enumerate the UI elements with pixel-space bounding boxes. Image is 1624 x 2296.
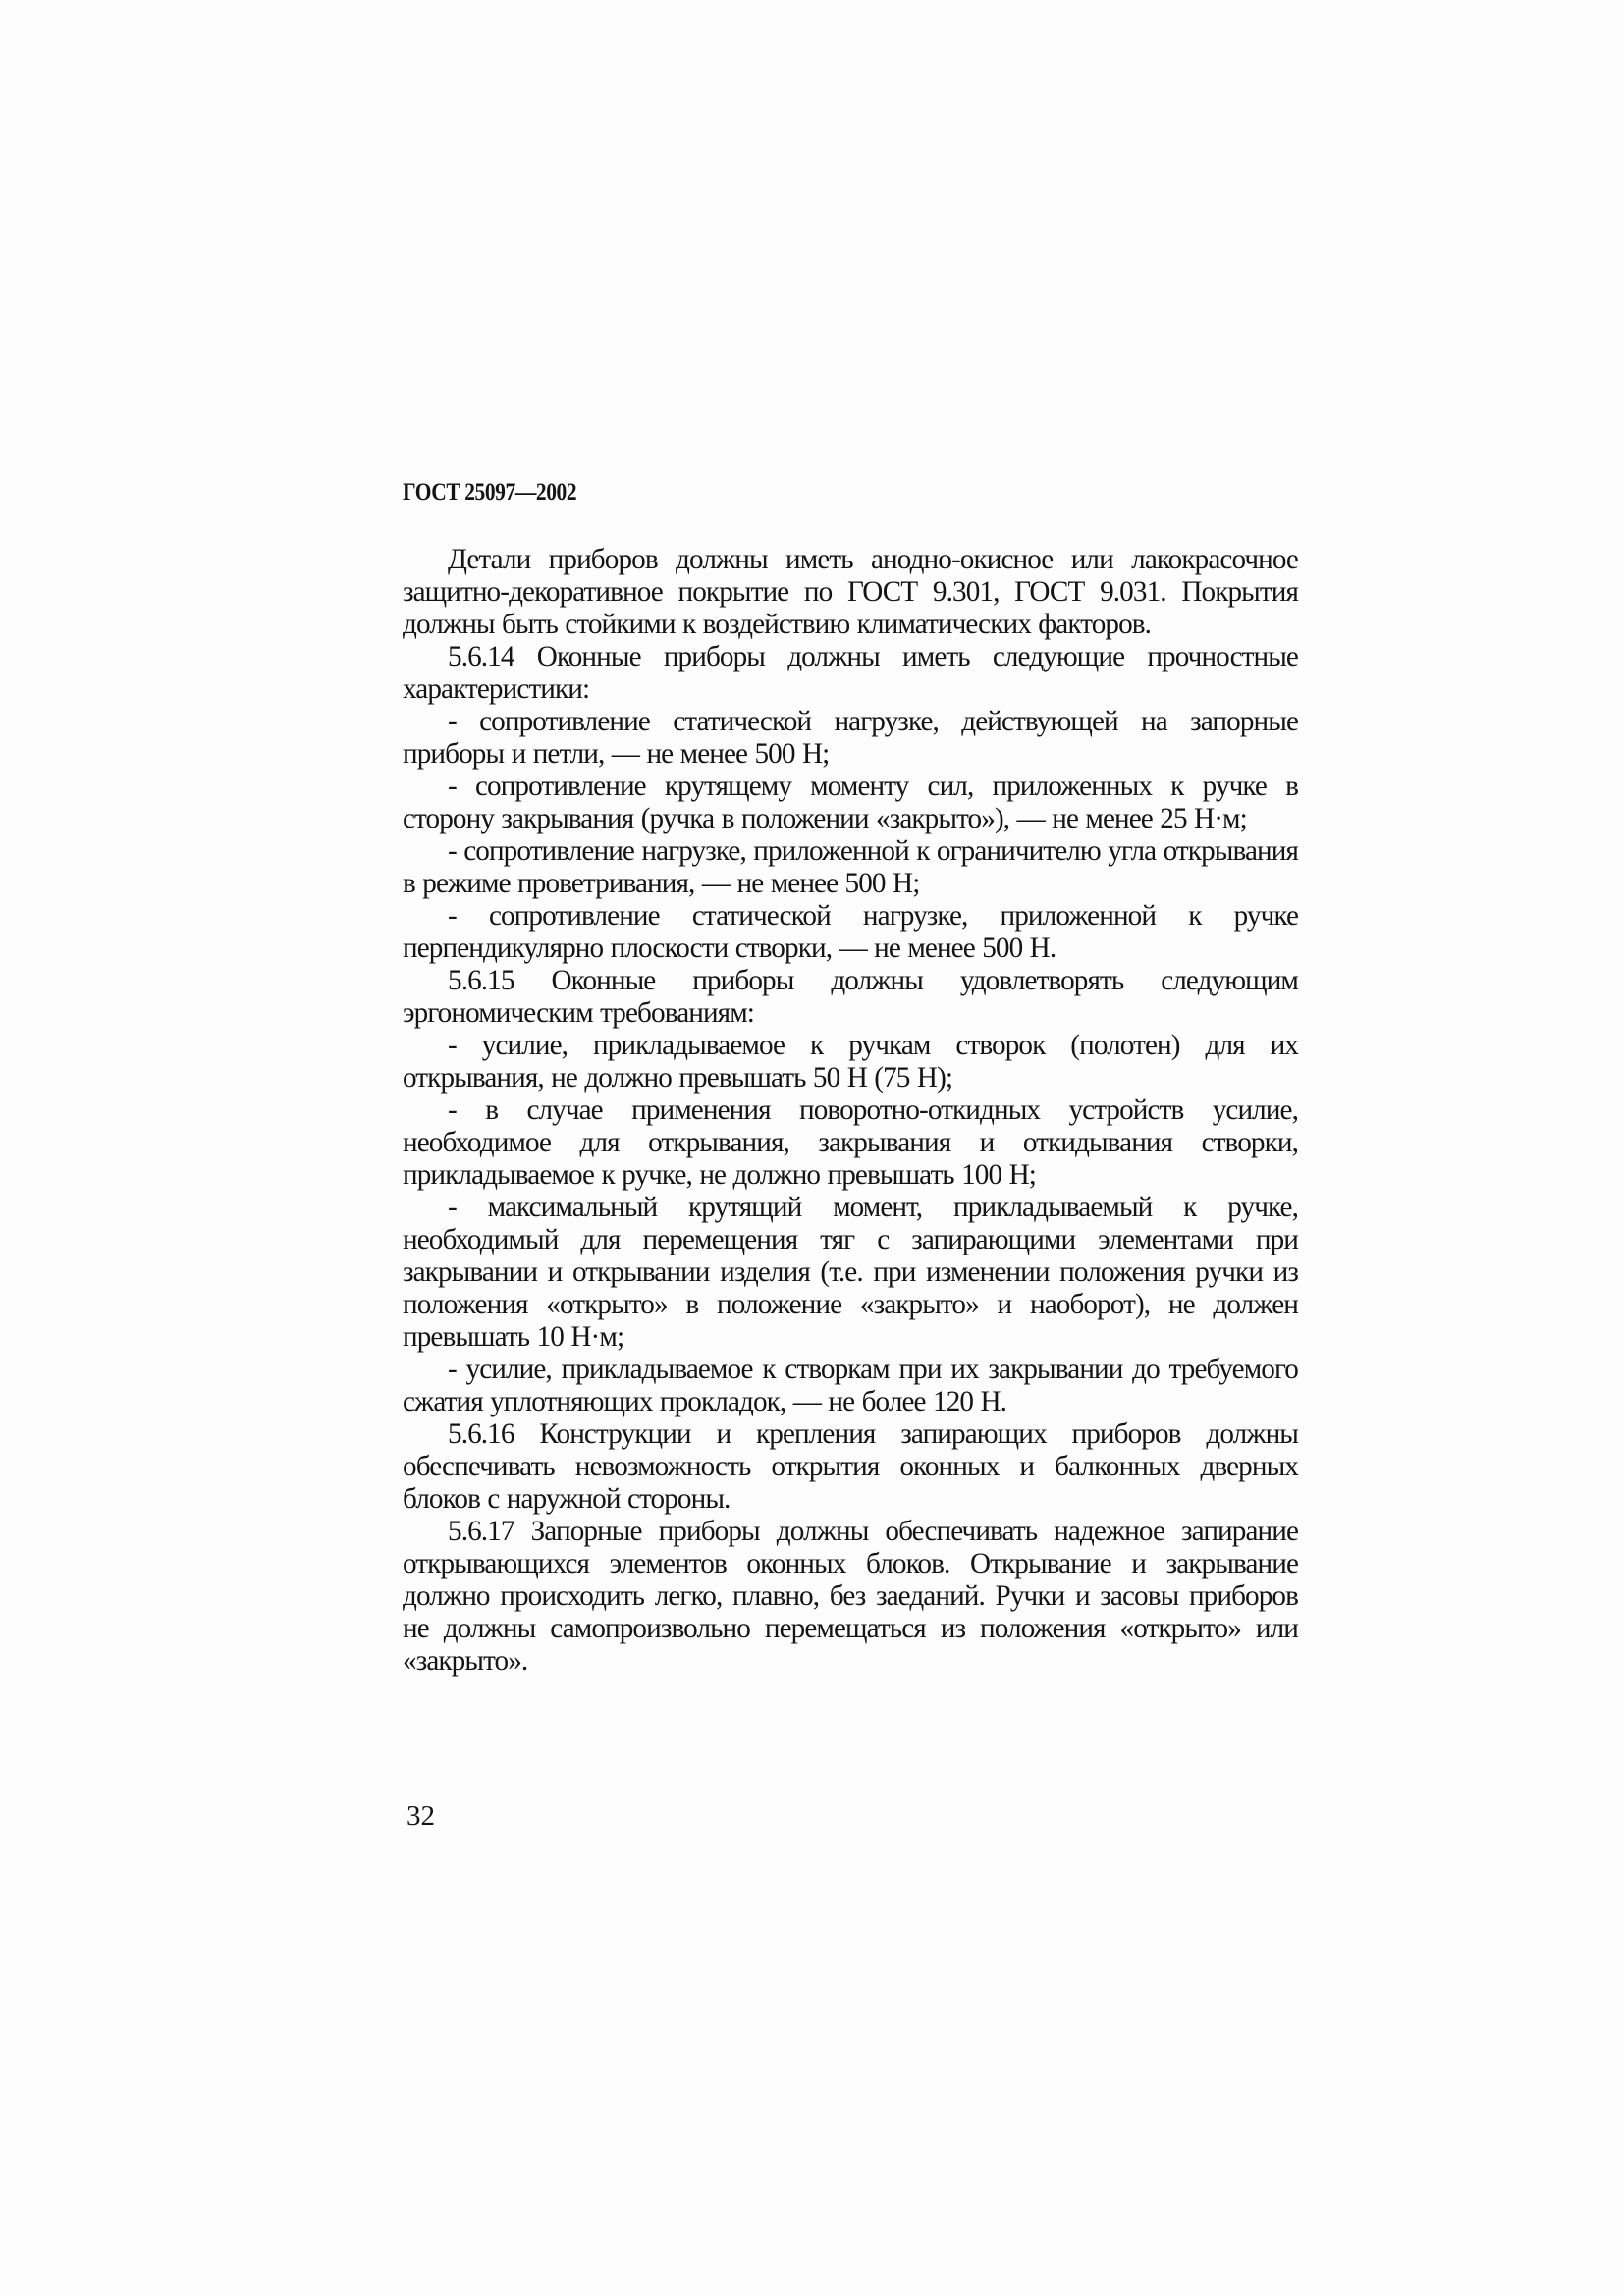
list-item-static-load-locks: - сопротивление статической нагрузке, действующей на запорные приборы и петли, — не менее 500 Н;: [403, 706, 1298, 770]
document-body: [403, 544, 1298, 1678]
list-item-torque-resistance: - сопротивление крутящему моменту сил, приложенных к ручке в сторону закрывания (ручка в положении «закрыто»), — не менее 25 Н·м;: [403, 771, 1298, 834]
paragraph-coatings: Детали приборов должны иметь анодно-окисное или лакокрасочное защитно-декоративное покрытие по ГОСТ 9.301, ГОСТ 9.031. Покрытия должны быть стойкими к воздействию климатических факторов.: [403, 544, 1298, 640]
list-item-handle-perpendicular-load: - сопротивление статической нагрузке, приложенной к ручке перпендикулярно плоскости створки, — не менее 500 Н.: [403, 900, 1298, 964]
page-number: 32: [406, 1800, 435, 1832]
list-item-limiter-load: - сопротивление нагрузке, приложенной к ограничителю угла открывания в режиме проветривания, — не менее 500 Н;: [403, 835, 1298, 899]
list-item-opening-force: - усилие, прикладываемое к ручкам створок (полотен) для их открывания, не должно превышать 50 Н (75 Н);: [403, 1030, 1298, 1094]
document-code-header: ГОСТ 25097—2002: [403, 479, 577, 506]
paragraph-5-6-14: 5.6.14 Оконные приборы должны иметь следующие прочностные характеристики:: [403, 641, 1298, 705]
list-item-max-torque: - максимальный крутящий момент, прикладываемый к ручке, необходимый для перемещения тяг с запирающими элементами при закрывании и открывании изделия (т.е. при изменении положения ручки из положения «открыто» в положение «закрыто» и наоборот), не должен превышать 10 Н·м;: [403, 1192, 1298, 1353]
paragraph-5-6-16: 5.6.16 Конструкции и крепления запирающих приборов должны обеспечивать невозможность открытия оконных и балконных дверных блоков с наружной стороны.: [403, 1418, 1298, 1515]
list-item-tilt-turn-force: - в случае применения поворотно-откидных устройств усилие, необходимое для открывания, закрывания и откидывания створки, прикладываемое к ручке, не должно превышать 100 Н;: [403, 1095, 1298, 1191]
paragraph-5-6-17: 5.6.17 Запорные приборы должны обеспечивать надежное запирание открывающихся элементов оконных блоков. Открывание и закрывание должно происходить легко, плавно, без заеданий. Ручки и засовы приборов не должны самопроизвольно перемещаться из положения «открыто» или «закрыто».: [403, 1516, 1298, 1677]
document-page: [403, 479, 1298, 1678]
paragraph-5-6-15: 5.6.15 Оконные приборы должны удовлетворять следующим эргономическим требованиям:: [403, 965, 1298, 1029]
list-item-closing-force: - усилие, прикладываемое к створкам при их закрывании до требуемого сжатия уплотняющих прокладок, — не более 120 Н.: [403, 1354, 1298, 1417]
